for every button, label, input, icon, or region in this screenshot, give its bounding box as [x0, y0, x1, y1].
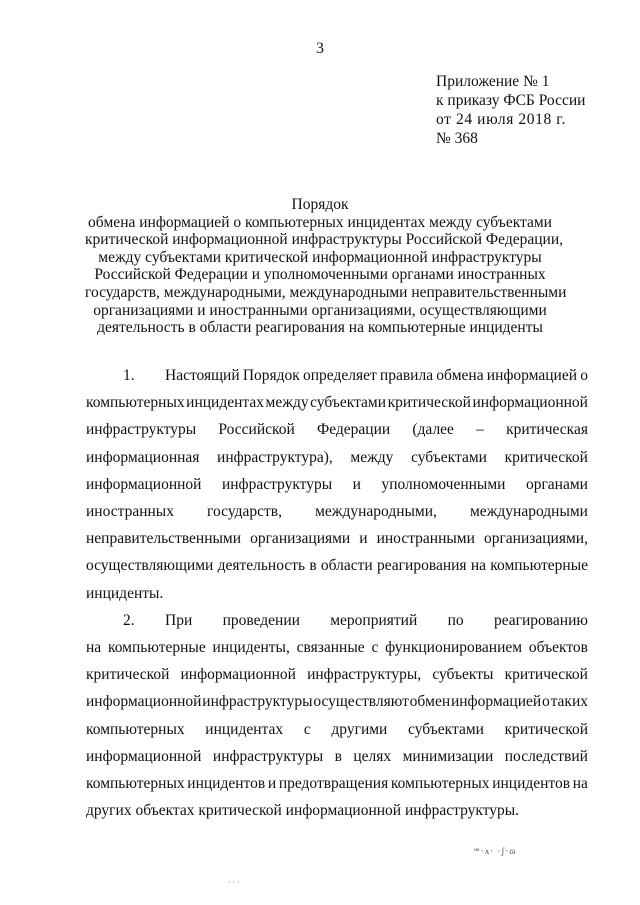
document-title [85, 196, 567, 337]
paragraph-line: компьютерных инцидентах с другими субъектами критической [86, 720, 588, 738]
paragraph-number: 1. [123, 367, 135, 384]
paragraph-line: на компьютерные инциденты, связанные с функционированием объектов [86, 639, 588, 657]
paragraph-line: информационная инфраструктура), между субъектами критической [86, 448, 588, 466]
paragraph-line: критической информационной инфраструктуры, субъекты критической [86, 666, 588, 684]
paragraph-line: компьютерных инцидентов и предотвращения компьютерных инцидентов на [86, 775, 588, 793]
title-line: государств, международными, международными неправительственными [85, 283, 567, 301]
title-line: между субъектами критической информационной инфраструктуры [98, 248, 542, 266]
appendix-block [436, 72, 585, 148]
paragraph-1 [86, 362, 588, 607]
title-line: критической информационной инфраструктуры Российской Федерации, [85, 231, 564, 249]
paragraph-line: инфраструктуры Российской Федерации (далее – критическая [86, 421, 588, 439]
title-heading: Порядок [291, 196, 349, 213]
paragraph-number: 2. [123, 611, 135, 629]
paragraph-line: информационной инфраструктуры в целях минимизации последствий [86, 747, 588, 765]
paragraph-text: Настоящий Порядок определяет правила обмена информацией о [165, 367, 588, 384]
paragraph-line: иностранных государств, международными, международными [86, 503, 588, 521]
paragraph-line: компьютерных инцидентах между субъектами критической информационной [86, 394, 588, 412]
paragraph-line: неправительственными организациями и иностранными организациями, [86, 530, 588, 548]
paragraph-line: инциденты. [86, 584, 164, 602]
scan-mark: ꟹ·ʌ· ·ʃ·ɷ [474, 846, 517, 856]
document-body [86, 362, 588, 824]
paragraph-line: информационной инфраструктуры и уполномоченными органами [86, 475, 588, 493]
paragraph-2 [86, 607, 588, 825]
appendix-order-ref: к приказу ФСБ России [436, 92, 586, 109]
title-line: организациями и иностранными организациями, осуществляющими [93, 301, 547, 319]
scan-mark: · · · [228, 878, 240, 887]
appendix-number: № 368 [436, 130, 478, 147]
paragraph-text: При проведении мероприятий по реагированию [165, 611, 588, 629]
paragraph-line: других объектах критической информационной инфраструктуры. [86, 802, 520, 820]
appendix-title: Приложение № 1 [436, 73, 550, 90]
appendix-date: от 24 июля 2018 г. [436, 111, 566, 128]
paragraph-line [86, 607, 588, 634]
title-line: обмена информацией о компьютерных инцидентах между субъектами [88, 213, 552, 231]
paragraph-line [86, 362, 588, 389]
title-line: деятельность в области реагирования на компьютерные инциденты [97, 319, 543, 337]
paragraph-line: информационной инфраструктуры осуществляют обмен информацией о таких [86, 693, 588, 711]
page-number: 3 [316, 40, 324, 57]
title-line: Российской Федерации и уполномоченными органами иностранных [94, 266, 546, 284]
paragraph-line: осуществляющими деятельность в области реагирования на компьютерные [86, 557, 588, 575]
